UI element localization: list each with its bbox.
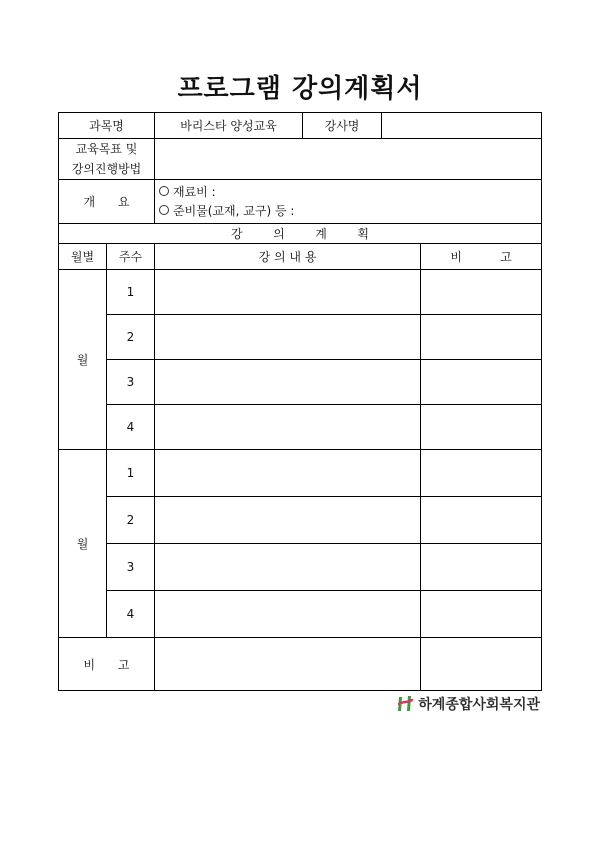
- content-cell[interactable]: [155, 544, 421, 591]
- column-remarks: 비 고: [421, 244, 542, 270]
- overview-label: 개 요: [59, 180, 155, 224]
- week-cell: 1: [107, 450, 155, 497]
- instructor-value[interactable]: [382, 113, 542, 139]
- lecture-plan-table: [58, 112, 542, 691]
- table-row: [59, 405, 542, 450]
- week-cell: 4: [107, 591, 155, 638]
- content-cell[interactable]: [155, 450, 421, 497]
- overview-row: [59, 180, 542, 224]
- remarks-cell[interactable]: [421, 591, 542, 638]
- content-cell[interactable]: [155, 270, 421, 315]
- table-row: [59, 270, 542, 315]
- remarks-cell[interactable]: [421, 544, 542, 591]
- footer-remarks-row: [59, 638, 542, 691]
- column-month: 월별: [59, 244, 107, 270]
- content-cell[interactable]: [155, 315, 421, 360]
- footer-remarks-extra[interactable]: [421, 638, 542, 691]
- page-title: 프로그램 강의계획서: [177, 74, 423, 104]
- table-row: [59, 450, 542, 497]
- month-cell[interactable]: 월: [59, 450, 107, 638]
- overview-item-material-cost: [159, 183, 541, 202]
- remarks-cell[interactable]: [421, 405, 542, 450]
- remarks-cell[interactable]: [421, 270, 542, 315]
- table-row: [59, 360, 542, 405]
- column-header-row: [59, 244, 542, 270]
- week-cell: 4: [107, 405, 155, 450]
- overview-item-supplies: [159, 202, 541, 221]
- organization-name: 하계종합사회복지관: [418, 697, 540, 713]
- material-cost-label: 재료비 :: [173, 184, 216, 199]
- organization-logo-icon: [396, 695, 416, 713]
- table-row: [59, 497, 542, 544]
- goal-value[interactable]: [155, 139, 542, 180]
- week-cell: 3: [107, 544, 155, 591]
- week-cell: 1: [107, 270, 155, 315]
- subject-value[interactable]: 바리스타 양성교육: [155, 113, 303, 139]
- instructor-label: 강사명: [303, 113, 382, 139]
- content-cell[interactable]: [155, 497, 421, 544]
- goal-label-line2: 강의진행방법: [71, 162, 142, 176]
- remarks-cell[interactable]: [421, 450, 542, 497]
- footer-remarks-content[interactable]: [155, 638, 421, 691]
- content-cell[interactable]: [155, 405, 421, 450]
- goal-label: [59, 139, 155, 180]
- plan-header: 강 의 계 획: [59, 224, 542, 244]
- week-cell: 2: [107, 315, 155, 360]
- content-cell[interactable]: [155, 360, 421, 405]
- week-cell: 2: [107, 497, 155, 544]
- footer-remarks-label: 비 고: [59, 638, 155, 691]
- goal-label-line1: 교육목표 및: [75, 142, 138, 156]
- remarks-cell[interactable]: [421, 315, 542, 360]
- circle-bullet-icon: [159, 205, 169, 215]
- month-cell[interactable]: 월: [59, 270, 107, 450]
- week-cell: 3: [107, 360, 155, 405]
- remarks-cell[interactable]: [421, 360, 542, 405]
- supplies-label: 준비물(교재, 교구) 등 :: [173, 203, 295, 218]
- column-content: 강 의 내 용: [155, 244, 421, 270]
- organization-logo: [396, 694, 540, 714]
- remarks-cell[interactable]: [421, 497, 542, 544]
- content-cell[interactable]: [155, 591, 421, 638]
- column-week: 주수: [107, 244, 155, 270]
- table-row: [59, 544, 542, 591]
- table-row: [59, 591, 542, 638]
- table-row: [59, 315, 542, 360]
- plan-header-row: [59, 224, 542, 244]
- circle-bullet-icon: [159, 186, 169, 196]
- overview-value[interactable]: [155, 180, 542, 224]
- subject-label: 과목명: [59, 113, 155, 139]
- goal-row: [59, 139, 542, 180]
- subject-row: [59, 113, 542, 139]
